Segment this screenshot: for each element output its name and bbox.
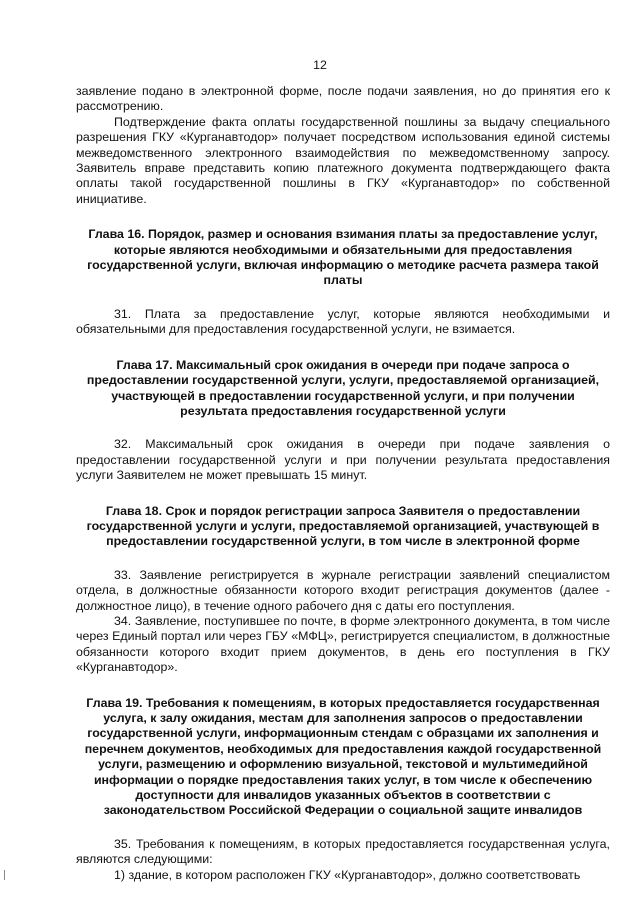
paragraph-33: 33. Заявление регистрируется в журнале регистрации заявлений специалистом отдела, в должностные обязанности которого входит регистрация документов (далее - должностное лицо), в течение одного рабочего дня с даты его поступления. <box>76 567 610 613</box>
heading-chapter-17: Глава 17. Максимальный срок ожидания в очереди при подаче запроса о предоставлении государственной услуги, услуги, предоставляемой организацией, участвующей в предоставлении государственной услуги, и при получении результата предоставления государственной услуги <box>86 357 600 418</box>
page-number: 12 <box>313 58 327 72</box>
paragraph-32: 32. Максимальный срок ожидания в очереди при подаче заявления о предоставлении государственной услуги и при получении результата предоставления услуги Заявителем не может превышать 15 минут. <box>76 437 610 483</box>
paragraph-35-item-1: 1) здание, в котором расположен ГКУ «Курганавтодор», должно соответствовать <box>114 867 581 882</box>
heading-chapter-18: Глава 18. Срок и порядок регистрации запроса Заявителя о предоставлении государственной услуги и услуги, предоставляемой организацией, участвующей в предоставлении государственной услуги, в том числе в электронной форме <box>86 503 600 549</box>
paragraph-34: 34. Заявление, поступившее по почте, в форме электронного документа, в том числе через Единый портал или через ГБУ «МФЦ», регистрируется специалистом, в должностные обязанности которого входит прием документов, в день его поступления в ГКУ «Курганавтодор». <box>76 613 610 675</box>
paragraph-continuation: заявление подано в электронной форме, после подачи заявления, но до принятия его к рассмотрению. <box>76 84 610 114</box>
scan-artifact <box>4 870 5 880</box>
paragraph-fee-confirmation: Подтверждение факта оплаты государственной пошлины за выдачу специального разрешения ГКУ «Курганавтодор» получает посредством использования единой системы межведомственного электронного взаимодействия по межведомственному запросу. Заявитель вправе представить копию платежного документа подтверждающего факта оплаты такой государственной пошлины в ГКУ «Курганавтодор» по собственной инициативе. <box>76 114 610 206</box>
paragraph-31: 31. Плата за предоставление услуг, которые являются необходимыми и обязательными для предоставления государственной услуги, не взимается. <box>76 306 610 337</box>
document-body <box>76 84 610 883</box>
heading-chapter-19: Глава 19. Требования к помещениям, в которых предоставляется государственная услуга, к залу ожидания, местам для заполнения запросов о предоставлении государственной услуги, информационным стендам с образцами их заполнения и перечнем документов, необходимых для предоставления каждой государственной услуги, размещению и оформлению визуальной, текстовой и мультимедийной информации о порядке предоставления таких услуг, в том числе к обеспечению доступности для инвалидов указанных объектов в соответствии с законодательством Российской Федерации о социальной защите инвалидов <box>84 695 602 818</box>
paragraph-35: 35. Требования к помещениям, в которых предоставляется государственная услуга, являются следующими: <box>76 836 610 867</box>
heading-chapter-16: Глава 16. Порядок, размер и основания взимания платы за предоставление услуг, которые являются необходимыми и обязательными для предоставления государственной услуги, включая информацию о методике расчета размера такой платы <box>87 227 599 288</box>
